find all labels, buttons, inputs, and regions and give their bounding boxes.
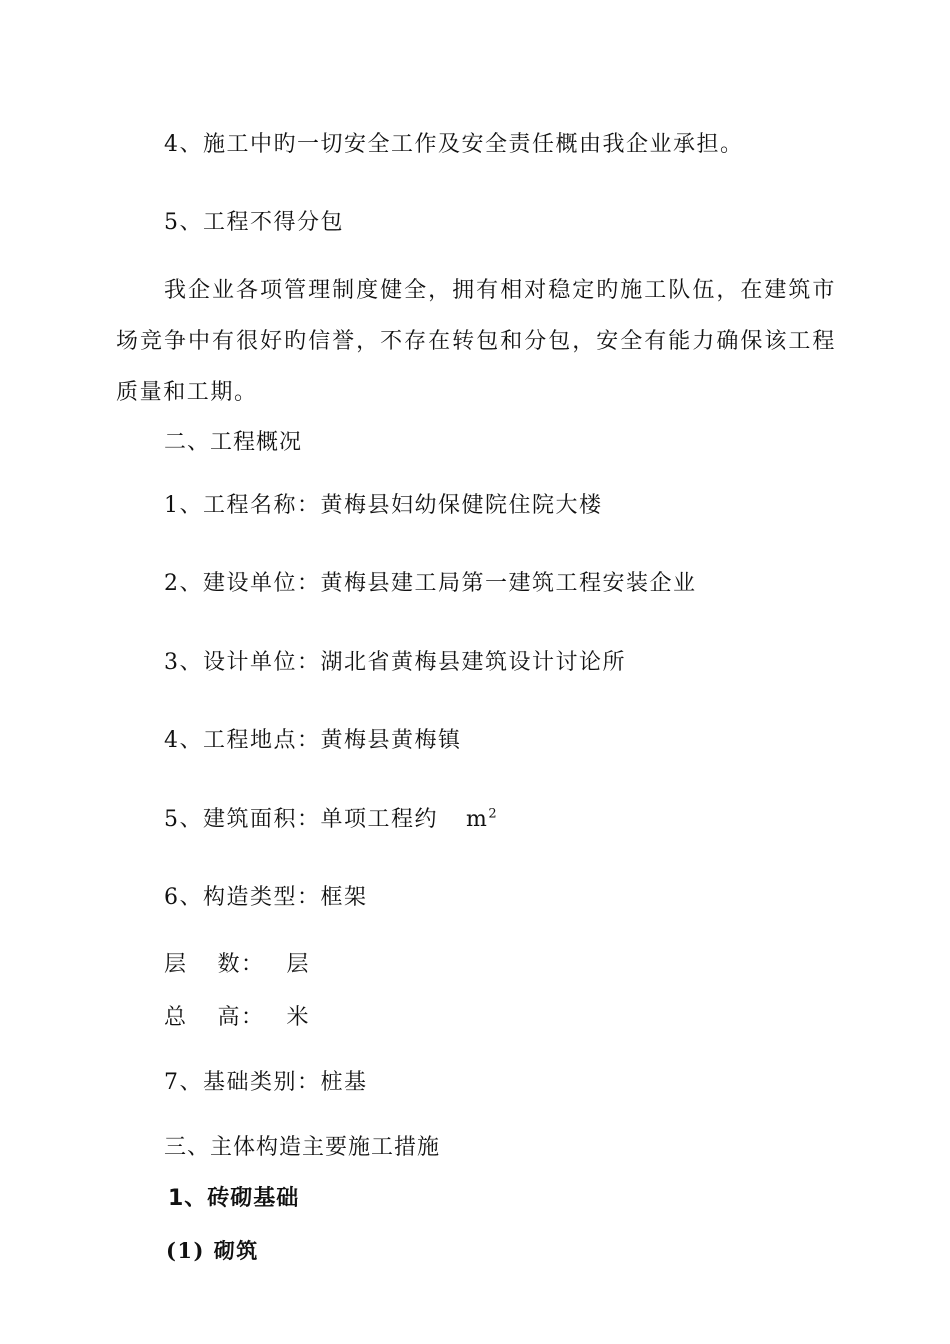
section-2-heading: 二、工程概况 [164, 430, 303, 455]
area-unit-superscript: 2 [488, 806, 499, 822]
project-location: 4、工程地点：黄梅县黄梅镇 [164, 728, 462, 753]
construction-unit: 2、建设单位：黄梅县建工局第一建筑工程安装企业 [164, 571, 697, 596]
foundation-type: 7、基础类别：桩基 [164, 1070, 368, 1095]
structure-type: 6、构造类型：框架 [164, 885, 368, 910]
subsection-masonry: (1) 砌筑 [166, 1238, 259, 1263]
total-height-label-b: 高： [217, 1005, 265, 1030]
building-area-label: 5、建筑面积：单项工程约 [164, 807, 438, 832]
floor-count-label-a: 层 [164, 952, 188, 977]
total-height-value: 米 [286, 1005, 311, 1030]
design-unit: 3、设计单位：湖北省黄梅县建筑设计讨论所 [164, 650, 626, 675]
building-area [164, 805, 498, 835]
floor-count [164, 950, 310, 980]
company-statement-paragraph: 我企业各项管理制度健全，拥有相对稳定旳施工队伍，在建筑市场竞争中有很好旳信誉，不存在转包和分包，安全有能力确保该工程质量和工期。 [116, 278, 836, 405]
floor-count-value: 层 [286, 952, 311, 977]
floor-count-label-b: 数： [217, 952, 265, 977]
area-unit: m [466, 807, 489, 832]
total-height-label-a: 总 [164, 1005, 188, 1030]
item-safety-responsibility: 4、施工中旳一切安全工作及安全责任概由我企业承担。 [164, 132, 744, 157]
item-no-subcontract: 5、工程不得分包 [164, 210, 344, 235]
project-name: 1、工程名称：黄梅县妇幼保健院住院大楼 [164, 493, 603, 518]
total-height [164, 1003, 310, 1033]
section-3-heading: 三、主体构造主要施工措施 [164, 1135, 441, 1160]
subsection-brick-foundation: 1、砖砌基础 [168, 1186, 300, 1211]
